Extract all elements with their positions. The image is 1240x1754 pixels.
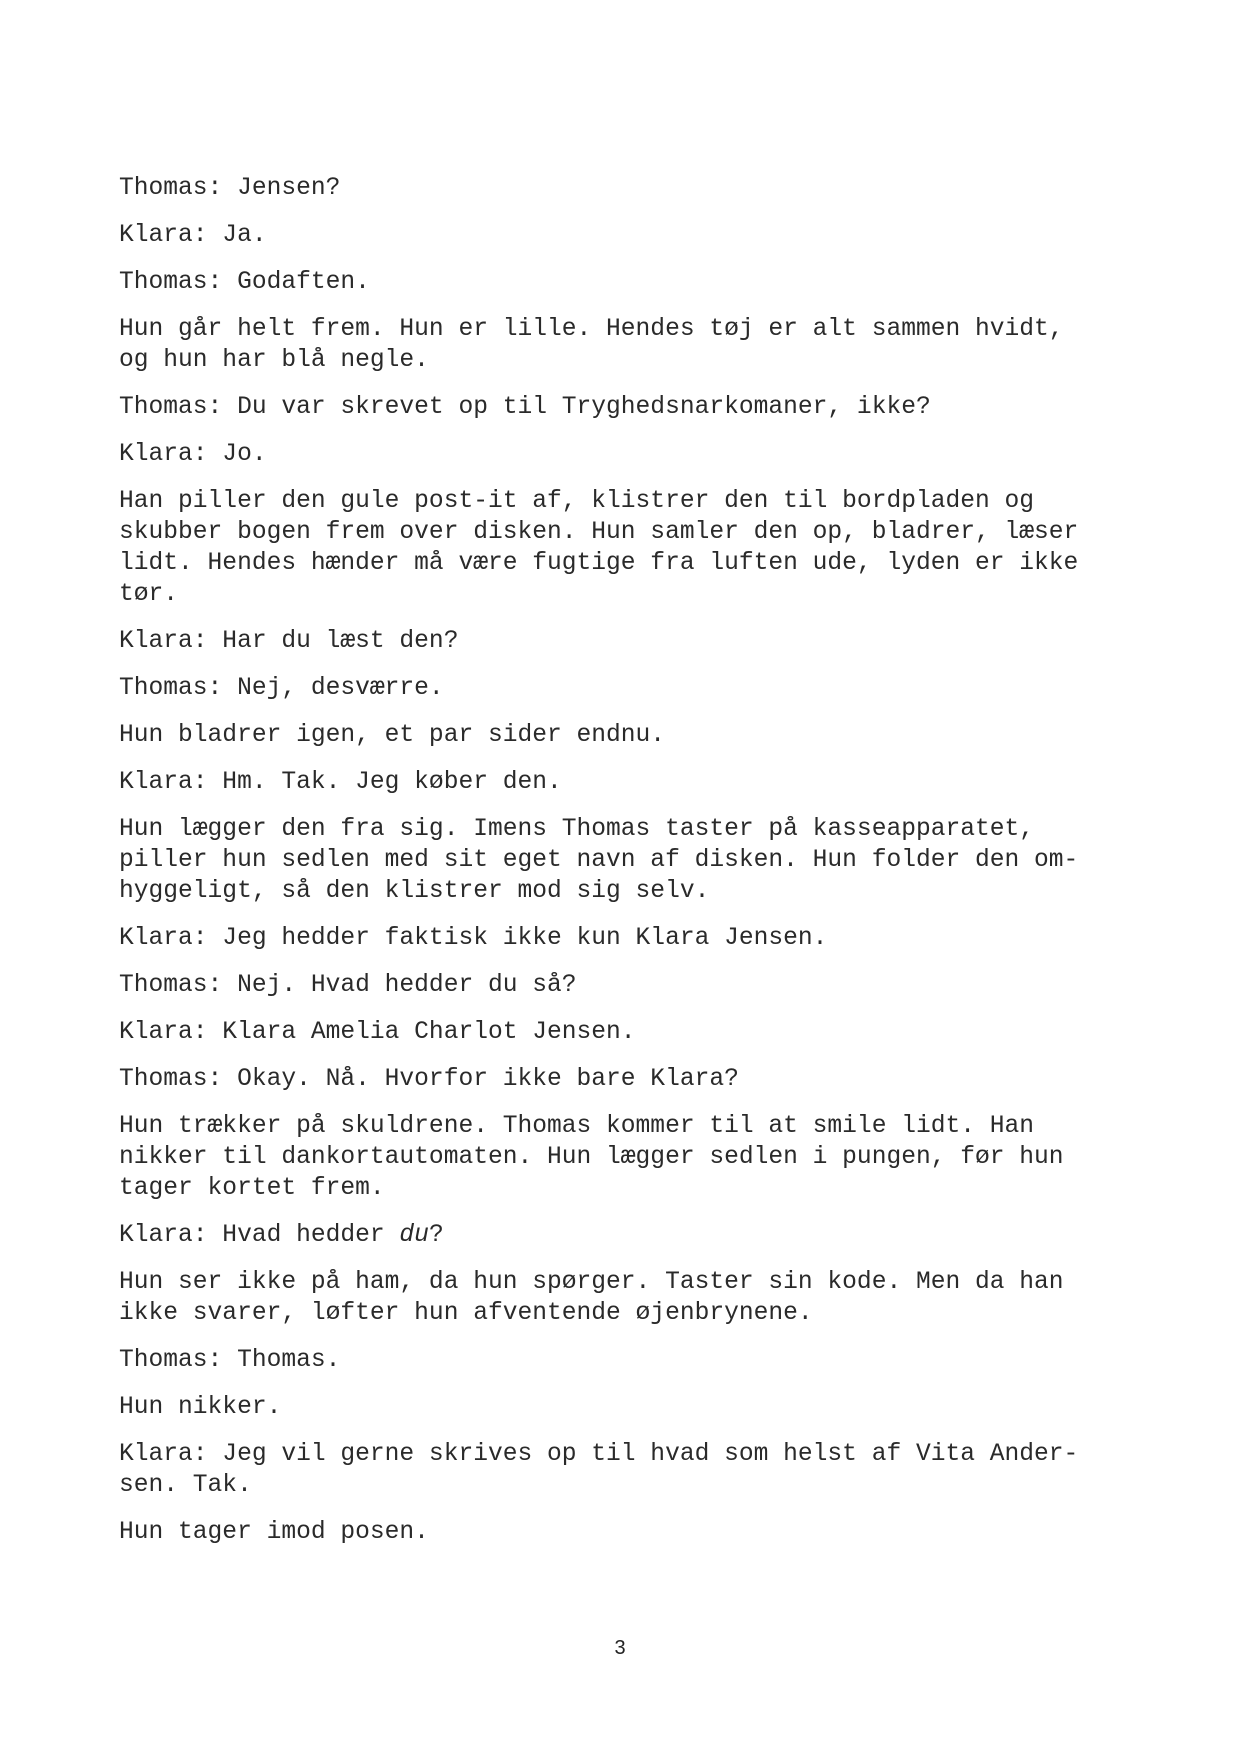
paragraph-with-emphasis — [119, 1220, 1119, 1251]
paragraph: Hun tager imod posen. — [119, 1519, 429, 1546]
paragraph: Han piller den gule post-it af, klistrer den til bordpladen og skubber bogen frem over disken. Hun samler den op, bladrer, læser lidt. Hendes hænder må være fugtige fra luften ude, lyden er ikke tør. — [119, 488, 1079, 608]
paragraph: Klara: Jeg vil gerne skrives op til hvad som helst af Vita Ander- sen. Tak. — [119, 1441, 1079, 1499]
paragraph: Klara: Jo. — [119, 441, 267, 468]
page-number: 3 — [614, 1637, 626, 1659]
paragraph: Hun lægger den fra sig. Imens Thomas taster på kasseapparatet, piller hun sedlen med sit eget navn af disken. Hun folder den om- hyggeligt, så den klistrer mod sig selv. — [119, 816, 1079, 905]
paragraph: Hun nikker. — [119, 1394, 282, 1421]
paragraph: Thomas: Nej. Hvad hedder du så? — [119, 972, 577, 999]
paragraph: Thomas: Du var skrevet op til Tryghedsnarkomaner, ikke? — [119, 394, 931, 421]
paragraph-prefix: Klara: Hvad hedder — [119, 1222, 400, 1249]
paragraph: Hun trækker på skuldrene. Thomas kommer til at smile lidt. Han nikker til dankortautomaten. Hun lægger sedlen i pungen, før hun tager kortet frem. — [119, 1113, 1064, 1202]
paragraph: Klara: Hm. Tak. Jeg køber den. — [119, 769, 562, 796]
paragraph: Hun går helt frem. Hun er lille. Hendes tøj er alt sammen hvidt, og hun har blå negle. — [119, 316, 1064, 374]
paragraph: Thomas: Okay. Nå. Hvorfor ikke bare Klara? — [119, 1066, 739, 1093]
paragraph: Thomas: Godaften. — [119, 269, 370, 296]
paragraph: Thomas: Jensen? — [119, 175, 341, 202]
paragraph: Thomas: Nej, desværre. — [119, 675, 444, 702]
paragraph: Klara: Jeg hedder faktisk ikke kun Klara Jensen. — [119, 925, 828, 952]
paragraph: Klara: Har du læst den? — [119, 628, 459, 655]
paragraph: Hun ser ikke på ham, da hun spørger. Taster sin kode. Men da han ikke svarer, løfter hun afventende øjenbrynene. — [119, 1269, 1064, 1327]
paragraph-suffix: ? — [428, 1222, 444, 1249]
paragraph: Thomas: Thomas. — [119, 1347, 341, 1374]
paragraph: Klara: Ja. — [119, 222, 267, 249]
paragraph: Hun bladrer igen, et par sider endnu. — [119, 722, 666, 749]
paragraph: Klara: Klara Amelia Charlot Jensen. — [119, 1019, 636, 1046]
emphasized-word: du — [399, 1222, 429, 1249]
document-body — [119, 173, 1119, 1564]
